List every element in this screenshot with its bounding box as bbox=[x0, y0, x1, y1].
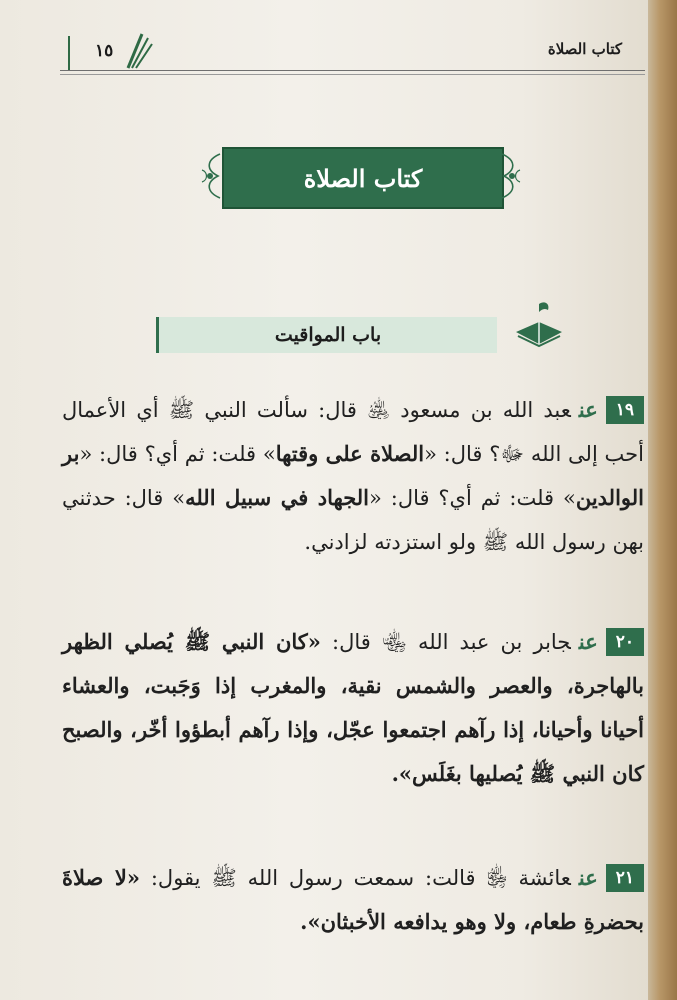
page-ornament-icon bbox=[124, 30, 154, 70]
hadith-answer: الجهاد في سبيل الله bbox=[185, 485, 370, 510]
hadith-text: عبد الله بن مسعود ﵁ قال: سألت النبي ﷺ أي الأعمال أحب إلى الله ﷻ؟ قال: « bbox=[62, 398, 644, 466]
header-rule bbox=[60, 70, 645, 71]
hadith-21 bbox=[62, 856, 644, 944]
hadith-19 bbox=[62, 388, 644, 564]
running-header-title: كتاب الصلاة bbox=[547, 40, 622, 58]
chapter-title: باب المواقيت bbox=[156, 317, 497, 353]
book-spine-edge bbox=[648, 0, 677, 1000]
hadith-answer: بر الوالدين bbox=[62, 441, 644, 510]
hadith-number: ٢٠ bbox=[606, 628, 644, 656]
hadith-number: ٢١ bbox=[606, 864, 644, 892]
hadith-number: ١٩ bbox=[606, 396, 644, 424]
hadith-opening: عن bbox=[578, 865, 598, 890]
hadith-opening: عن bbox=[578, 629, 598, 654]
header-rule-secondary bbox=[60, 74, 645, 75]
hadith-20 bbox=[62, 620, 644, 796]
hadith-opening: عن bbox=[578, 397, 598, 422]
hadith-text: » قلت: ثم أي؟ قال: « bbox=[79, 442, 276, 466]
hadith-text: جابر بن عبد الله ﵄ قال: bbox=[320, 630, 571, 654]
book-title: كتاب الصلاة bbox=[222, 147, 504, 209]
hadith-text: » قال: حدثني بهن رسول الله ﷺ ولو استزدته لزادني. bbox=[62, 486, 644, 554]
ornament-left-icon bbox=[198, 150, 222, 202]
hadith-answer: الصلاة على وقتها bbox=[275, 441, 425, 466]
hadith-matn: «كان النبي ﷺ يُصلي الظهر بالهاجرة، والعصر والشمس نقية، والمغرب إذا وَجَبت، والعشاء أحيانا وأحيانا، إذا رآهم اجتمعوا عجّل، وإذا رآهم أبطؤوا أخّر، والصبح كان النبي ﷺ يُصليها بغَلَس». bbox=[62, 629, 644, 786]
page-number: ١٥ bbox=[95, 41, 114, 61]
ornament-right-icon bbox=[500, 150, 524, 202]
hadith-text: » قلت: ثم أي؟ قال: « bbox=[369, 486, 576, 510]
hadith-matn: «لا صلاةَ بحضرةِ طعام، ولا وهو يدافعه الأخبثان». bbox=[62, 865, 644, 934]
hadith-text: عائشة ﵂ قالت: سمعت رسول الله ﷺ يقول: bbox=[139, 866, 571, 890]
open-book-icon bbox=[512, 296, 566, 352]
